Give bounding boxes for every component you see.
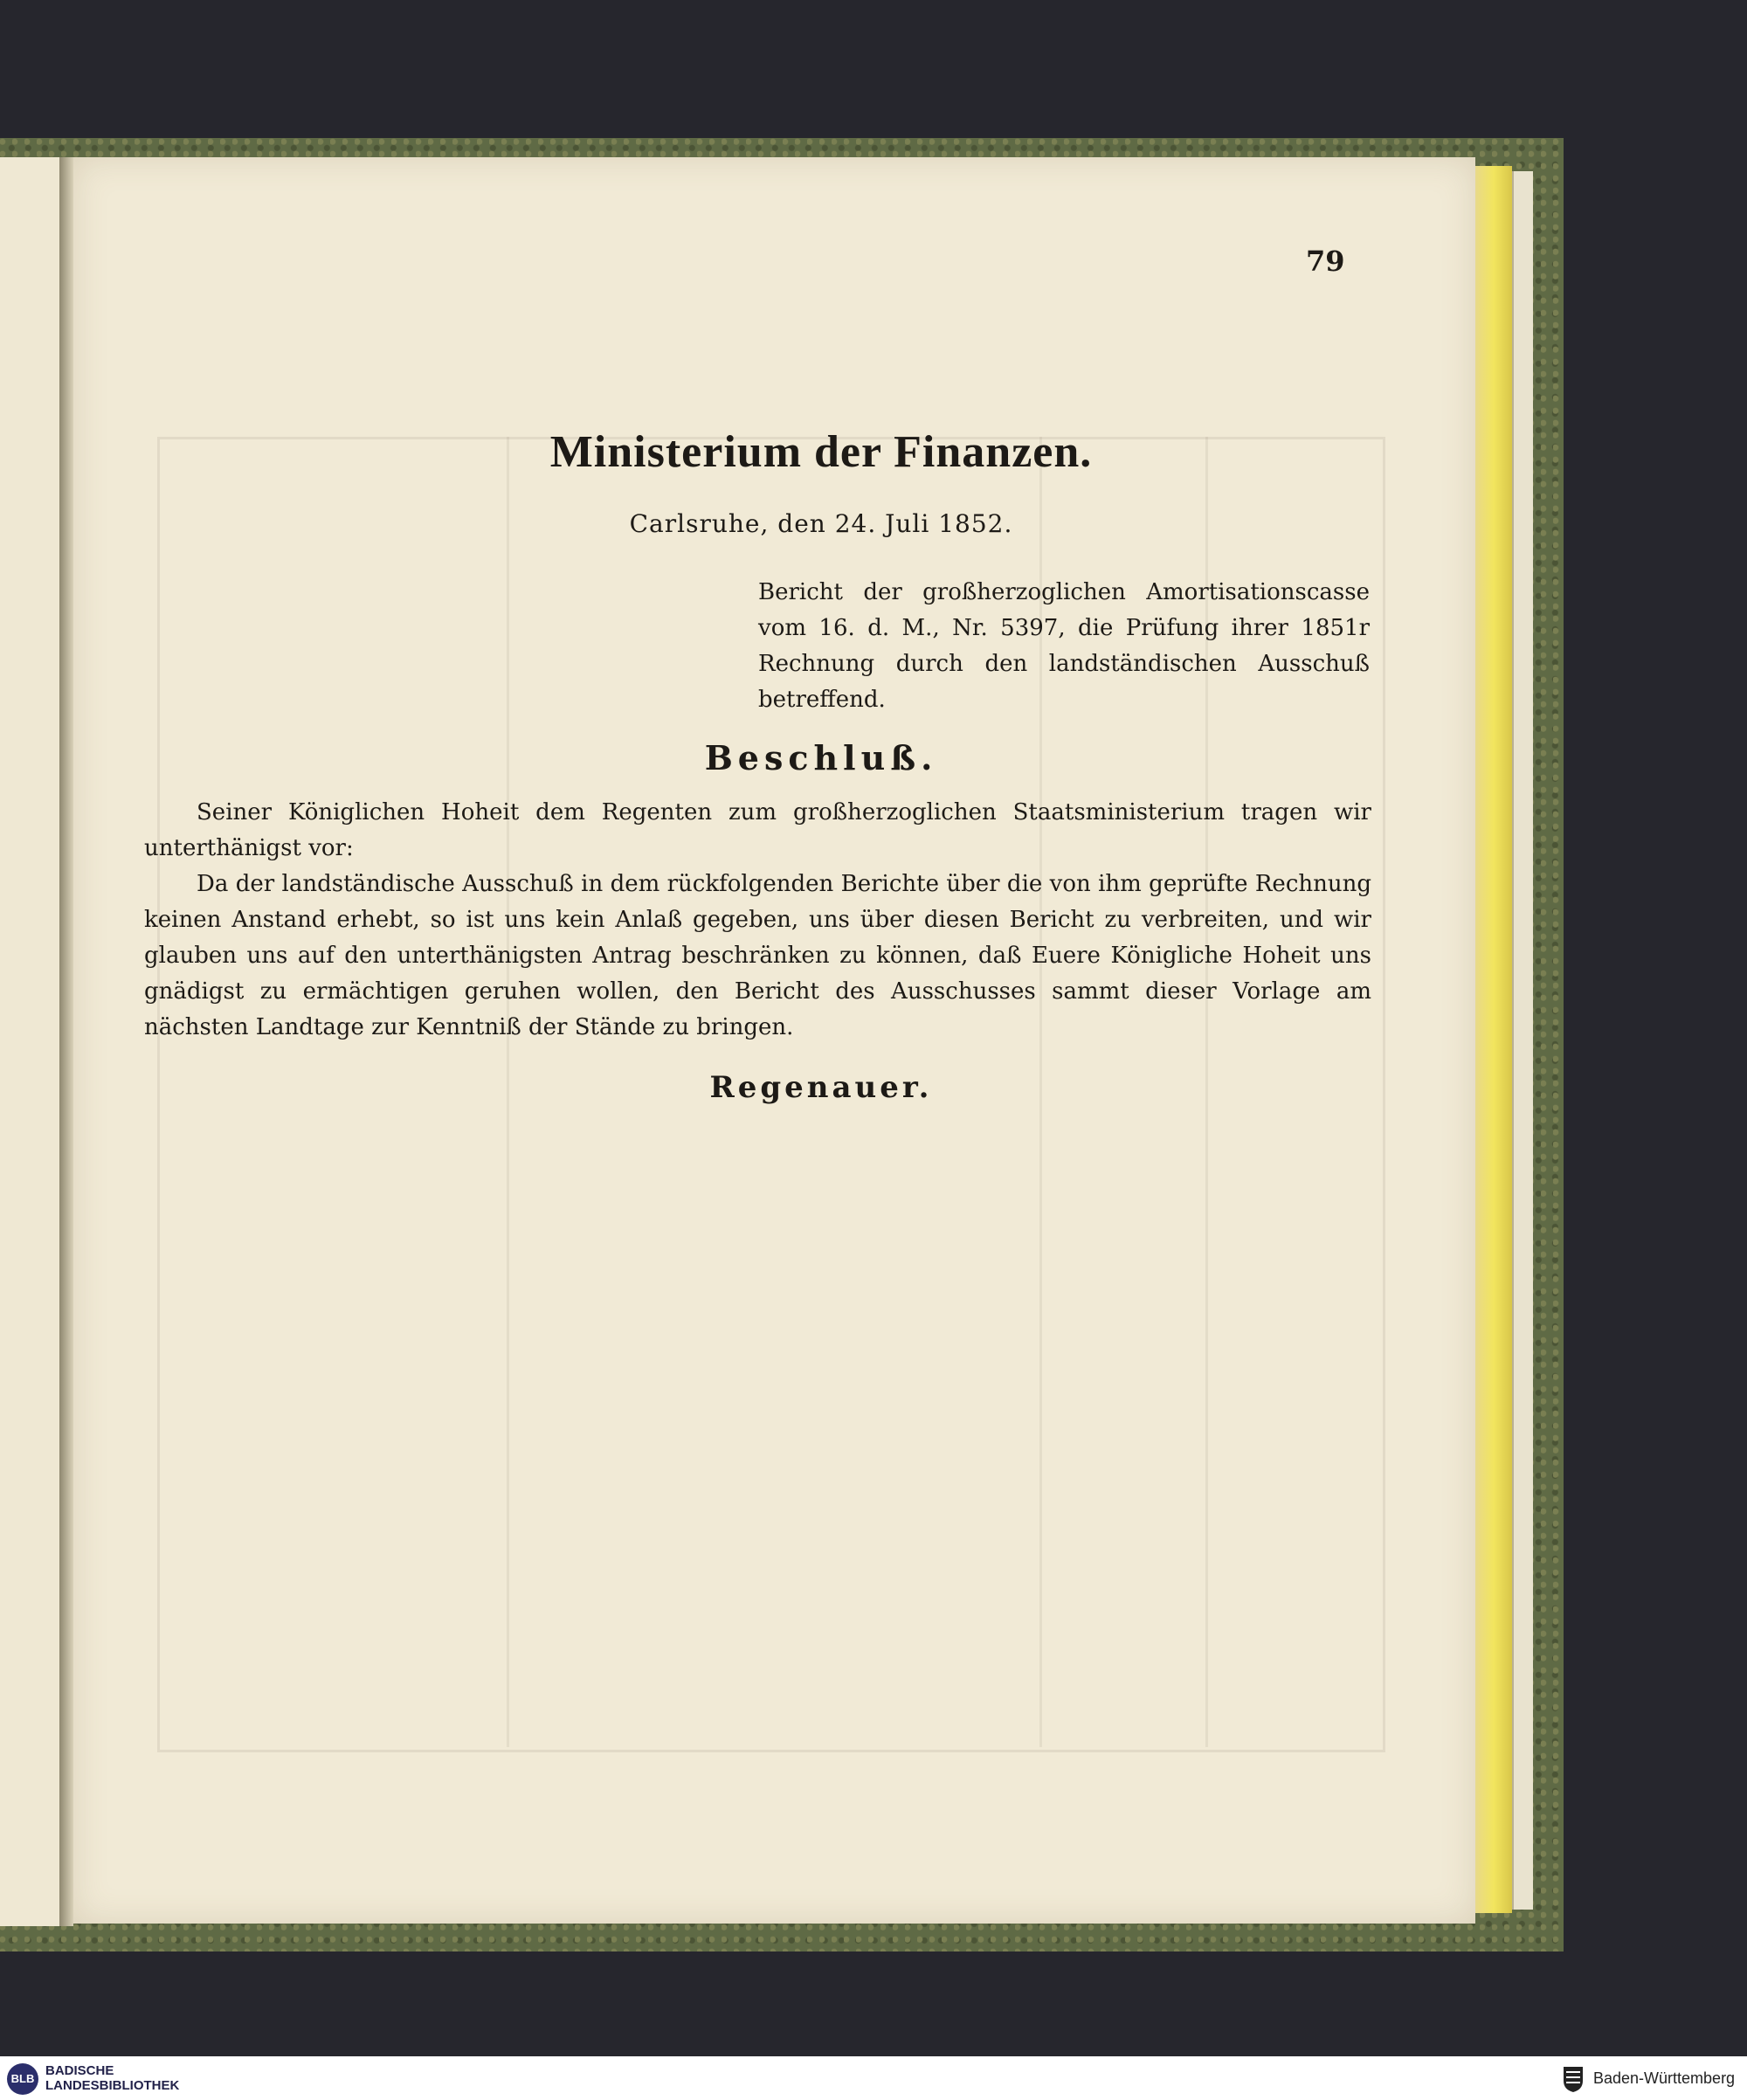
left-page-edge xyxy=(0,157,65,1926)
body-paragraph: Seiner Königlichen Hoheit dem Regenten zum großherzoglichen Staatsministerium tragen wir unterthänigst vor: xyxy=(144,799,1371,861)
library-name[interactable] xyxy=(45,2063,179,2093)
book-gutter xyxy=(59,157,73,1926)
signature: Regenauer. xyxy=(709,1070,933,1105)
page-number: 79 xyxy=(1306,245,1345,278)
page-title: Ministerium der Finanzen. xyxy=(549,427,1093,477)
footer-bar xyxy=(0,2056,1747,2100)
library-name-line: BADISCHE xyxy=(45,2063,114,2078)
resolution-heading: Beschluß. xyxy=(704,738,938,777)
blb-logo-icon[interactable]: BLB xyxy=(7,2063,38,2095)
baden-wuerttemberg-crest-icon[interactable] xyxy=(1562,2065,1585,2093)
body-text xyxy=(144,795,1371,1046)
subject-note: Bericht der großherzoglichen Amortisationscasse vom 16. d. M., Nr. 5397, die Prüfung ihrer 1851r Rechnung durch den landständischen Ausschuß betreffend. xyxy=(758,579,1370,713)
state-name[interactable]: Baden-Württemberg xyxy=(1593,2069,1736,2087)
body-paragraph: Da der landständische Ausschuß in dem rückfolgenden Berichte über die von ihm geprüfte Rechnung keinen Anstand erhebt, so ist uns kein Anlaß gegeben, uns über diesen Bericht zu verbreiten, und wir glauben uns auf den unterthänigsten Antrag beschränken zu können, daß Euere Königliche Hoheit uns gnädigst zu ermächtigen geruhen wollen, den Bericht des Ausschusses sammt dieser Vorlage am nächsten Landtage zur Kenntniß der Stände zu bringen. xyxy=(144,871,1371,1040)
dateline: Carlsruhe, den 24. Juli 1852. xyxy=(629,509,1013,538)
library-name-line: LANDESBIBLIOTHEK xyxy=(45,2078,180,2093)
